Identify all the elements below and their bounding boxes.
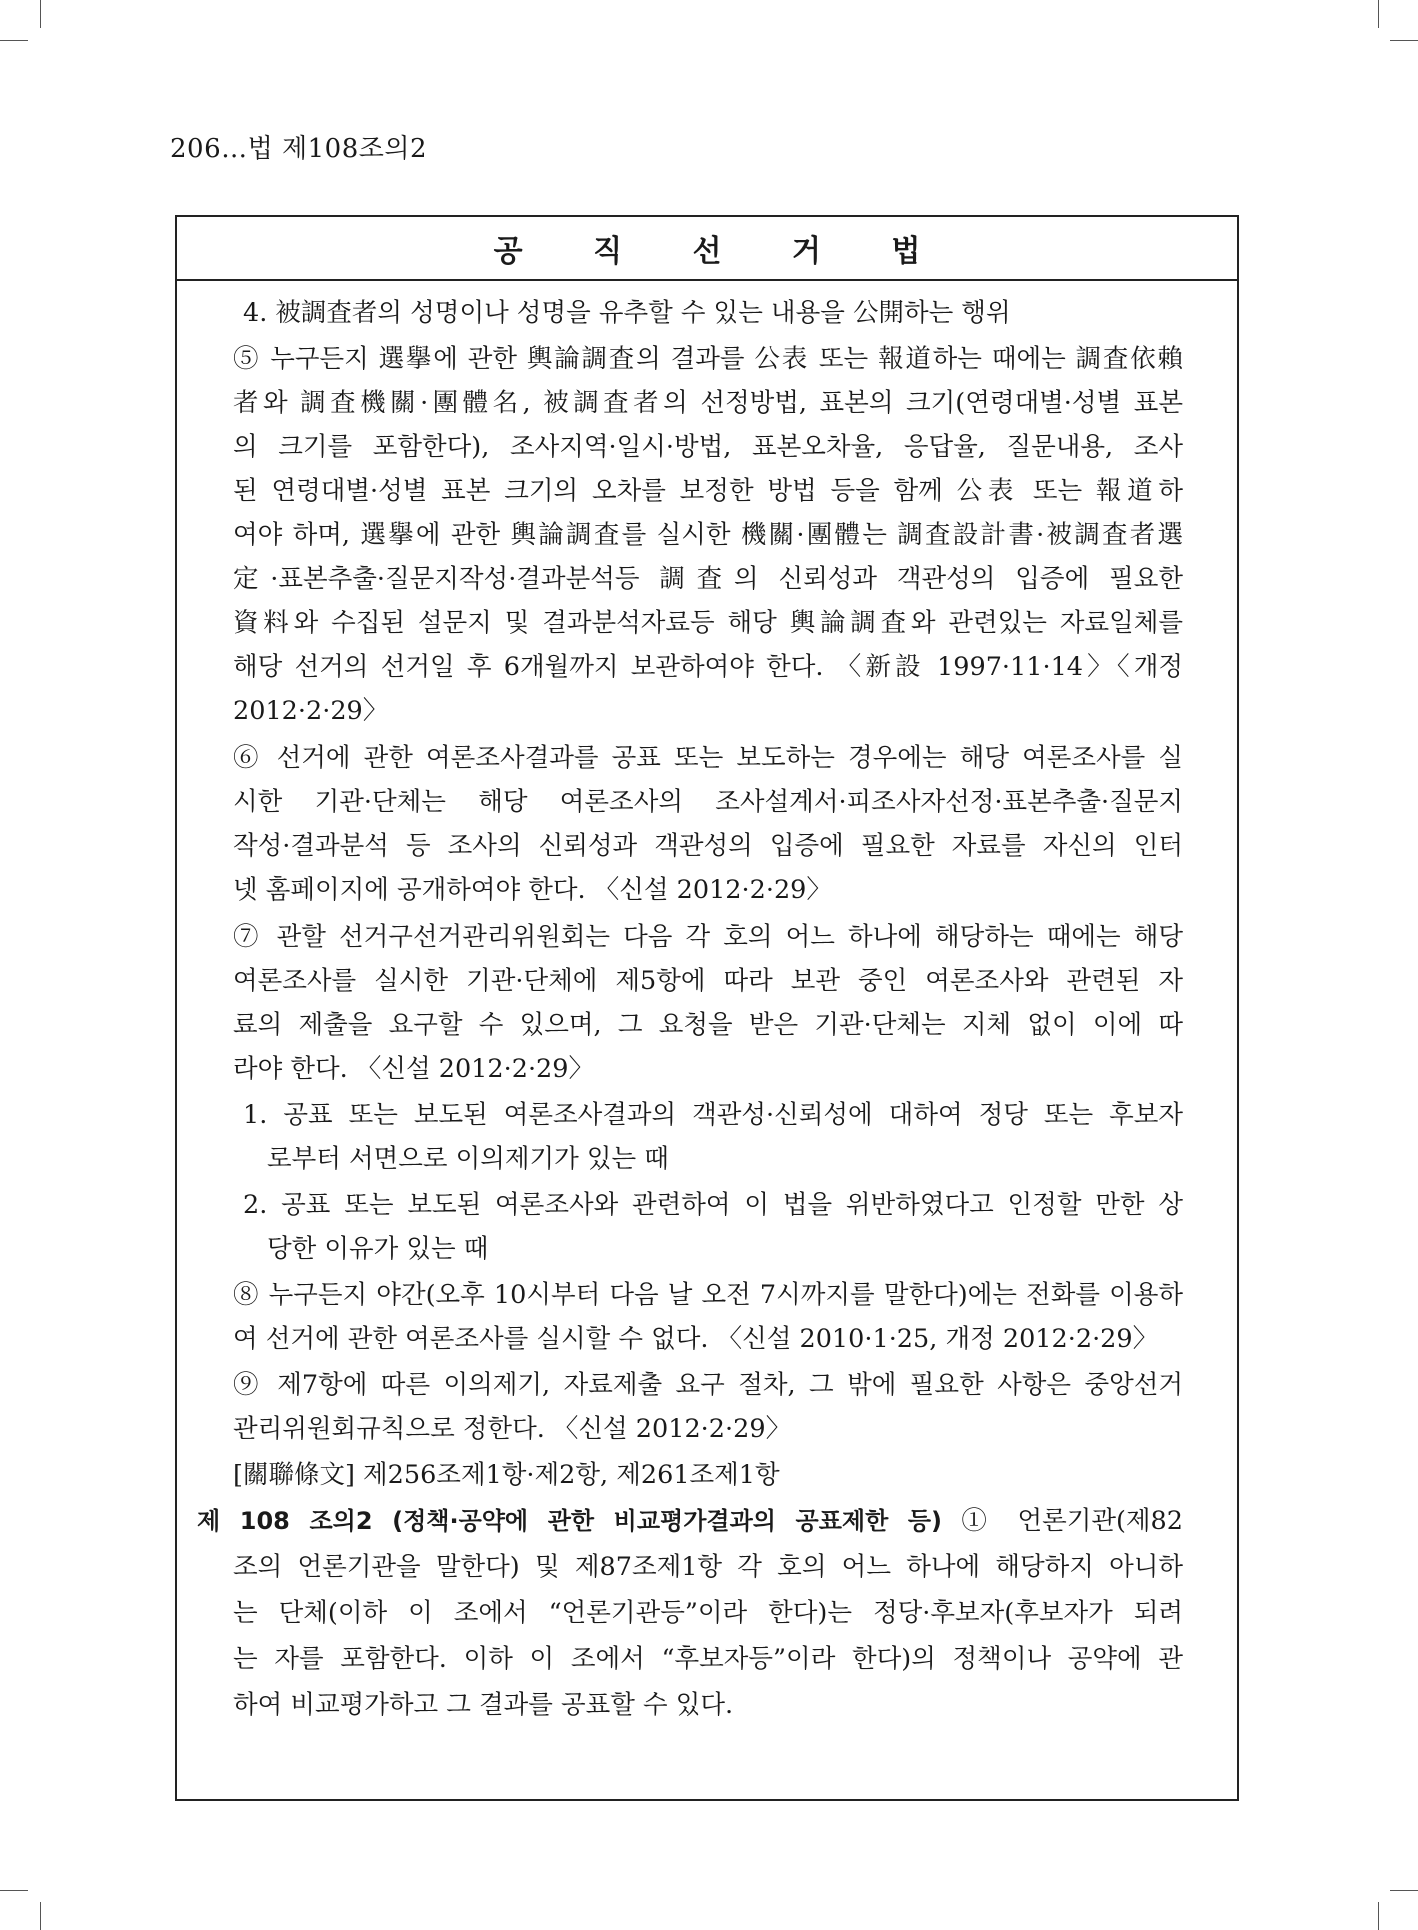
text-line: 資料와 수집된 설문지 및 결과분석자료등 해당 輿論調査와 관련있는 자료일체를 [233,608,1183,638]
text-line: 여 선거에 관한 여론조사를 실시할 수 없다. 〈신설 2010·1·25, 개정 2012·2·29〉 [233,1324,1159,1354]
text-line: 해당 선거의 선거일 후 6개월까지 보관하여야 한다. 〈新設 1997·11·14〉〈개정 [233,652,1183,682]
article-heading-line [197,1499,1183,1543]
text-line: 로부터 서면으로 이의제기가 있는 때 [267,1144,669,1174]
related-articles: [關聯條文] 제256조제1항·제2항, 제261조제1항 [233,1460,780,1490]
crop-mark-bottom-right [1378,1902,1379,1930]
text-line: ⑦ 관할 선거구선거관리위원회는 다음 각 호의 어느 하나에 해당하는 때에는 해당 [233,922,1183,952]
text-line: 2012·2·29〉 [233,696,389,726]
crop-mark-top-right-h [1390,40,1418,41]
text-line: 의 크기를 포함한다), 조사지역·일시·방법, 표본오차율, 응답율, 질문내용, 조사 [233,432,1183,462]
crop-mark-bottom-right-h [1390,1890,1418,1891]
text-line: 定·표본추출·질문지작성·결과분석등 調査의 신뢰성과 객관성의 입증에 필요한 [233,564,1183,594]
text-line: 者와 調査機關·團體名, 被調査者의 선정방법, 표본의 크기(연령대별·성별 표본 [233,388,1183,418]
text-line: 작성·결과분석 등 조사의 신뢰성과 객관성의 입증에 필요한 자료를 자신의 인터 [233,831,1183,861]
crop-mark-top-right [1378,0,1379,28]
text-line: 1. 공표 또는 보도된 여론조사결과의 객관성·신뢰성에 대하여 정당 또는 후보자 [243,1100,1183,1130]
text-line: 라야 한다. 〈신설 2012·2·29〉 [233,1054,594,1084]
article-line: 하여 비교평가하고 그 결과를 공표할 수 있다. [233,1690,734,1720]
running-header: 206…법 제108조의2 [170,134,428,164]
crop-mark-top-left [40,0,41,28]
text-line: 관리위원회규칙으로 정한다. 〈신설 2012·2·29〉 [233,1414,792,1444]
text-line: 여론조사를 실시한 기관·단체에 제5항에 따라 보관 중인 여론조사와 관련된 자 [233,966,1183,996]
crop-mark-top-left-h [0,40,28,41]
crop-mark-bottom-left [40,1902,41,1930]
text-line: ⑨ 제7항에 따른 이의제기, 자료제출 요구 절차, 그 밖에 필요한 사항은 중앙선거 [233,1370,1183,1400]
article-line: 는 단체(이하 이 조에서 “언론기관등”이라 한다)는 정당·후보자(후보자가 되려 [233,1598,1183,1628]
text-line: 시한 기관·단체는 해당 여론조사의 조사설계서·피조사자선정·표본추출·질문지 [233,787,1183,817]
text-line: 료의 제출을 요구할 수 있으며, 그 요청을 받은 기관·단체는 지체 없이 이에 따 [233,1010,1183,1040]
crop-mark-bottom-left-h [0,1890,28,1891]
text-line: 4. 被調査者의 성명이나 성명을 유추할 수 있는 내용을 公開하는 행위 [243,298,1011,328]
text-line: 여야 하며, 選擧에 관한 輿論調査를 실시한 機關·團體는 調査設計書·被調査者選 [233,520,1183,550]
article-line: 조의 언론기관을 말한다) 및 제87조제1항 각 호의 어느 하나에 해당하지 아니하 [233,1552,1183,1582]
article-heading: 제 108 조의2 (정책·공약에 관한 비교평가결과의 공표제한 등) [197,1507,943,1535]
box-title: 공 직 선 거 법 [177,217,1237,281]
text-line: 당한 이유가 있는 때 [267,1234,489,1264]
text-line: 2. 공표 또는 보도된 여론조사와 관련하여 이 법을 위반하였다고 인정할 만한 상 [243,1190,1183,1220]
text-line: 된 연령대별·성별 표본 크기의 오차를 보정한 방법 등을 함께 公表 또는 報道하 [233,476,1183,506]
article-line: 는 자를 포함한다. 이하 이 조에서 “후보자등”이라 한다)의 정책이나 공약에 관 [233,1644,1183,1674]
text-line: ⑧ 누구든지 야간(오후 10시부터 다음 날 오전 7시까지를 말한다)에는 전화를 이용하 [233,1280,1183,1310]
law-text-box [175,215,1239,1801]
text-line: ⑥ 선거에 관한 여론조사결과를 공표 또는 보도하는 경우에는 해당 여론조사를 실 [233,743,1183,773]
text-line: ⑤ 누구든지 選擧에 관한 輿論調査의 결과를 公表 또는 報道하는 때에는 調査依賴 [233,344,1183,374]
article-first-line: ① 언론기관(제82 [942,1506,1184,1536]
text-line: 넷 홈페이지에 공개하여야 한다. 〈신설 2012·2·29〉 [233,875,832,905]
